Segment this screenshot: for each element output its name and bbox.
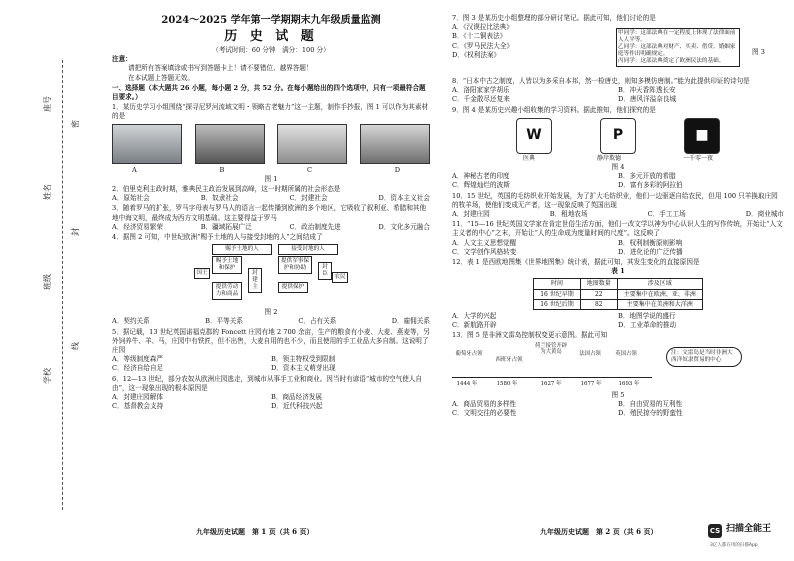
event-britain: 英国占领 [615, 350, 637, 357]
option-b: B．租地农场 [549, 210, 588, 219]
binding-margin [0, 0, 92, 561]
option-a: A．人文主义思想觉醒 [452, 238, 517, 247]
notice-head: 注意： [112, 55, 132, 64]
seal-line [62, 60, 63, 510]
note-jia: 甲同学：这部法典在一定程度上体现了法律面前人人平等。 [618, 30, 736, 43]
protection-box: 提供保护 [278, 282, 308, 293]
option-b: B．疆域拓展广泛 [200, 222, 252, 231]
question-5-options-row-2 [112, 364, 430, 373]
question-11-options-row-2 [452, 248, 784, 257]
labor-box: 提供劳动力和商品 [212, 282, 242, 300]
header-count: 地图数量 [580, 279, 617, 289]
figure-5-timeline [452, 343, 784, 391]
question-12-options-row-1 [452, 312, 784, 321]
table-cell: 主要集中在欧洲、亚、非洲 [617, 289, 702, 299]
year-1580: 1580 年 [496, 380, 518, 387]
vassal-box: 封臣 [318, 262, 332, 280]
page-2 [452, 14, 784, 418]
question-3: 3．随着罗马的扩张，罗马字母表与罗马人的语言一起传播到欧洲的多个地区，它吸收了叙利亚、希腊和其他地中海文明，最终成为西方文明基础。这主要得益于罗马 [112, 204, 427, 222]
exam-title: 2024～2025 学年第一学期期末九年级质量监测 [161, 15, 381, 26]
question-11-options-row-1 [452, 239, 784, 248]
event-france: 法国占领 [579, 350, 601, 357]
question-13-options-row-1 [452, 400, 784, 409]
note-yi: 乙同学：这部法典对财产、买卖、借贷、婚姻家庭等作出明确规定。 [618, 44, 736, 57]
notice-1: 请把所有答案填涂或书写到答题卡上！请不要错位、越界答题！ [128, 64, 313, 73]
option-b: B．领主特权受到限制 [271, 355, 336, 364]
option-d: D．工业革命的推动 [618, 321, 677, 330]
option-d: D [394, 165, 400, 174]
question-8-options-row-2 [452, 95, 784, 104]
question-7: 7．图 3 是某历史小组整理的部分研讨笔记。据此可知，他们讨论的是 [452, 14, 656, 22]
option-a: A．封建庄园 [452, 210, 490, 219]
option-c: C．手工工场 [647, 210, 686, 219]
header-region: 涉及区域 [617, 279, 702, 289]
question-12-options-row-2 [452, 321, 784, 330]
page-1 [112, 14, 430, 411]
school-label: 学校 [43, 368, 52, 384]
table-1 [533, 278, 703, 310]
seal-char-1: 密 [71, 120, 80, 128]
note-bing: 丙同学：这部法典奠定了欧洲民法的基础。 [618, 58, 725, 64]
figure-1 [112, 124, 430, 164]
table-row [534, 299, 703, 309]
question-9: 9．图 4 是某历史兴趣小组收集的学习资料。据此推知，他们探究的是 [452, 105, 656, 114]
word-doc-icon: W [516, 118, 552, 154]
question-4: 4．据图 2 可知，中世纪欧洲“赐予土地的人与接受封地的人”之间结成了 [112, 233, 323, 242]
option-c: C．千金散尽还复来 [452, 95, 510, 104]
giver-box: 赐予土地的人 [212, 244, 272, 255]
figure-5-caption: 图 5 [611, 390, 625, 399]
table-cell: 22 [580, 289, 617, 299]
option-d: D．文化多元融合 [378, 222, 430, 231]
header-time: 时间 [534, 279, 581, 289]
seal-char-3: 线 [71, 342, 80, 350]
option-a: A．《汉谟拉比法典》 [452, 23, 513, 32]
option-c: C．经济自给自足 [112, 364, 164, 373]
colosseum-image [277, 124, 347, 164]
question-7-block [452, 14, 784, 76]
page-2-footer: 九年级历史试题 第 2 页（共 6 页） [540, 527, 658, 536]
option-d: D．《权利法案》 [452, 50, 501, 59]
question-10: 10．15 世纪，英国的毛纺织业开始发展，为了扩大毛纺织业，他们一边驱逐自给农民，但用 100 只羊换取庄园的牧羊场，使他们变成无产者，这一现象反映了英国出现 [452, 191, 778, 209]
question-3-options [112, 223, 430, 232]
event-portugal: 葡萄牙占领 [455, 350, 483, 357]
king-box: 国王 [194, 268, 210, 279]
question-1-options [112, 166, 430, 175]
option-c: C．新航路开辟 [452, 321, 497, 330]
option-c: C．辉煌灿烂的波斯 [452, 181, 510, 190]
option-a: A．商品贸易的多样性 [452, 399, 517, 408]
ppt-doc-icon: P [600, 118, 636, 154]
table-row [534, 289, 703, 299]
label-medical-canon: 医典 [522, 154, 535, 162]
scanner-app-name: 扫描全能王 [726, 524, 772, 534]
scanner-app-tagline: 3亿人都在用的扫描App [710, 543, 758, 548]
question-1: 1．某历史学习小组围绕“探寻尼罗河流域文明・领略古老魅力”这一主题，制作手抄报，图 1 可以作为其素材的是 [112, 103, 429, 121]
question-8: 8．“日本中古之制度，人皆以为多采自本邦，然一检唐史，则知多模仿唐制。”能为此提供印证的诗句是 [452, 77, 750, 85]
receiver-box: 接受封地的人 [278, 244, 338, 255]
option-d: D．殖民掠夺的野蛮性 [618, 409, 683, 418]
option-d: D．商业城市 [745, 210, 784, 219]
option-b: B．平等关系 [205, 317, 243, 326]
figure-4-caption: 图 4 [611, 163, 625, 172]
figure-4-icons [452, 118, 784, 154]
option-b: B．商品经济发展 [271, 393, 323, 402]
option-c: C．文学创作风格转变 [452, 247, 517, 256]
figure-3-notes [616, 28, 740, 67]
option-b: B．权利制衡原则影响 [618, 238, 683, 247]
option-a: A [132, 165, 137, 174]
figure-2-diagram [112, 244, 430, 306]
seat-label: 座号 [43, 96, 52, 112]
option-c: C．文明交往的必要性 [452, 409, 517, 418]
peasant-box: 农民 [332, 272, 348, 283]
question-2: 2．伯里克利主政时期，雅典民主政治发展到高峰，这一时期所属的社会形态是 [112, 185, 341, 194]
event-spain: 西班牙占领 [495, 356, 523, 363]
option-c: C．《罗马民法大全》 [452, 41, 514, 50]
seal-char-2: 封 [71, 228, 80, 236]
option-a: A．大学的兴起 [452, 312, 497, 321]
option-a: A．神秘古老的印度 [452, 172, 510, 181]
figure-1-caption: 图 1 [264, 174, 278, 183]
question-6: 6．12—13 世纪，部分农奴从欧洲庄园逃走，到城市从事手工业和商业。因当时有谚语“城市的空气使人自由”，这一现象出现的根本原因是 [112, 374, 422, 392]
option-d: D．进化论的广泛传播 [618, 247, 683, 256]
question-11: 11．“15—16 世纪英国文学家在肯定世俗生活方面，他们一改文学以神为中心认识人生的写作传统，开始让“人文主义者的中心”之末，开始让“人的生命成为度量时间的尺度”。这反映了 [452, 220, 783, 238]
option-a: A．封建庄园解体 [112, 393, 163, 402]
service-box: 提供军事保护和协助 [278, 256, 312, 274]
option-b: B．地图学说的盛行 [618, 312, 676, 321]
figure-2-caption: 图 2 [264, 308, 278, 317]
option-a: A．等级制度森严 [112, 355, 163, 364]
question-10-options [452, 210, 784, 219]
option-b: B．冲天香阵透长安 [618, 86, 676, 95]
question-2-options [112, 194, 430, 203]
table-1-caption: 表 1 [611, 267, 625, 276]
figure-3-caption: 图 3 [752, 48, 765, 56]
option-b: B．多元开放的希腊 [618, 172, 676, 181]
table-cell: 16 世纪早期 [534, 289, 581, 299]
scanner-app-icon: CS [708, 524, 722, 538]
option-c: C．基督教会支持 [112, 402, 164, 411]
label-arabian-nights: 一千零一夜 [682, 154, 713, 162]
table-cell: 82 [580, 299, 617, 309]
option-b: B．《十二铜表法》 [452, 32, 507, 41]
name-label: 姓名 [43, 184, 52, 200]
grant-box: 赐予土地和保护 [212, 256, 242, 274]
exam-subject: 历 史 试 题 [224, 29, 318, 44]
option-d: D．雇佣关系 [391, 317, 430, 326]
section-1-heading: 一、选择题（本大题共 26 小题，每小题 2 分，共 52 分。在每小题给出的四个选项中，只有一项最符合题目要求。） [112, 83, 426, 102]
ziggurat-image [195, 124, 265, 164]
page-1-footer: 九年级历史试题 第 1 页（共 6 页） [196, 527, 314, 536]
option-c: C．占有关系 [298, 317, 337, 326]
table-cell: 主要集中在美洲和大洋洲 [617, 299, 702, 309]
lord-box: 封建主 [248, 268, 262, 293]
option-c: C [306, 165, 313, 174]
option-a: A．原始社会 [112, 194, 150, 203]
option-d: D．资本主义社会 [378, 194, 430, 203]
table-header-row [534, 279, 703, 289]
option-a: A．洛阳家家学胡乐 [452, 86, 510, 95]
option-a: A．经济贸易繁荣 [112, 222, 163, 231]
option-b: B．奴隶社会 [200, 194, 239, 203]
option-c: C．封建社会 [289, 194, 328, 203]
figure-4-labels [452, 154, 784, 163]
question-6-options-row-1 [112, 393, 430, 402]
annotation-bubble: 注：文雷岛是当时非洲大西洋奴隶贸易的中心 [666, 347, 742, 367]
option-a: A．契约关系 [112, 317, 150, 326]
event-netherlands: 荷兰接管开辟为大黄岛 [534, 342, 568, 356]
option-d: D．富有多彩的阿拉伯 [618, 181, 683, 190]
table-cell: 16 世纪后期 [534, 299, 581, 309]
notice-2: 在本试题上答题无效。 [128, 73, 194, 82]
option-d: D．唐风洋溢奈良城 [618, 95, 677, 104]
parthenon-image [360, 124, 430, 164]
year-1627: 1627 年 [540, 380, 562, 387]
question-13: 13．图 5 是非洲文雷岛控制权变更示意图。据此可知 [452, 331, 608, 340]
option-b: B．自由贸易的互利性 [618, 399, 683, 408]
option-d: D．近代科技兴起 [271, 402, 323, 411]
question-12: 12．表 1 是西欧地图集《世界地图集》统计表，据此可知，其发生变化的直接原因是 [452, 258, 700, 267]
year-1444: 1444 年 [456, 380, 478, 387]
question-13-options-row-2 [452, 409, 784, 418]
question-5: 5．据记载，13 世纪英国诺福克郡的 Foncett 庄园有地 2 700 余亩，生产的粮食有小麦、大麦、燕麦等，另外饲养牛、羊、马，庄园中有铁匠，但不出售，大麦自用的也不少，而且使用的手工业品大多自制。这说明了庄园 [112, 327, 430, 355]
film-icon: ■ [684, 118, 720, 154]
question-4-options [112, 317, 430, 326]
option-d: D．资本主义萌芽出现 [271, 364, 336, 373]
year-1677: 1677 年 [580, 380, 602, 387]
timeline-axis [452, 377, 652, 378]
option-b: B [219, 165, 225, 174]
question-9-options-row-2 [452, 181, 784, 190]
label-second: 静岸欺德 [596, 154, 621, 162]
pyramids-image [112, 124, 182, 164]
year-1693: 1693 年 [618, 380, 640, 387]
exam-info: （考试时间：60 分钟 满分：100 分） [212, 46, 330, 54]
option-c: C．政治制度先进 [289, 222, 341, 231]
question-6-options-row-2 [112, 402, 430, 411]
class-label: 班级 [43, 274, 52, 290]
